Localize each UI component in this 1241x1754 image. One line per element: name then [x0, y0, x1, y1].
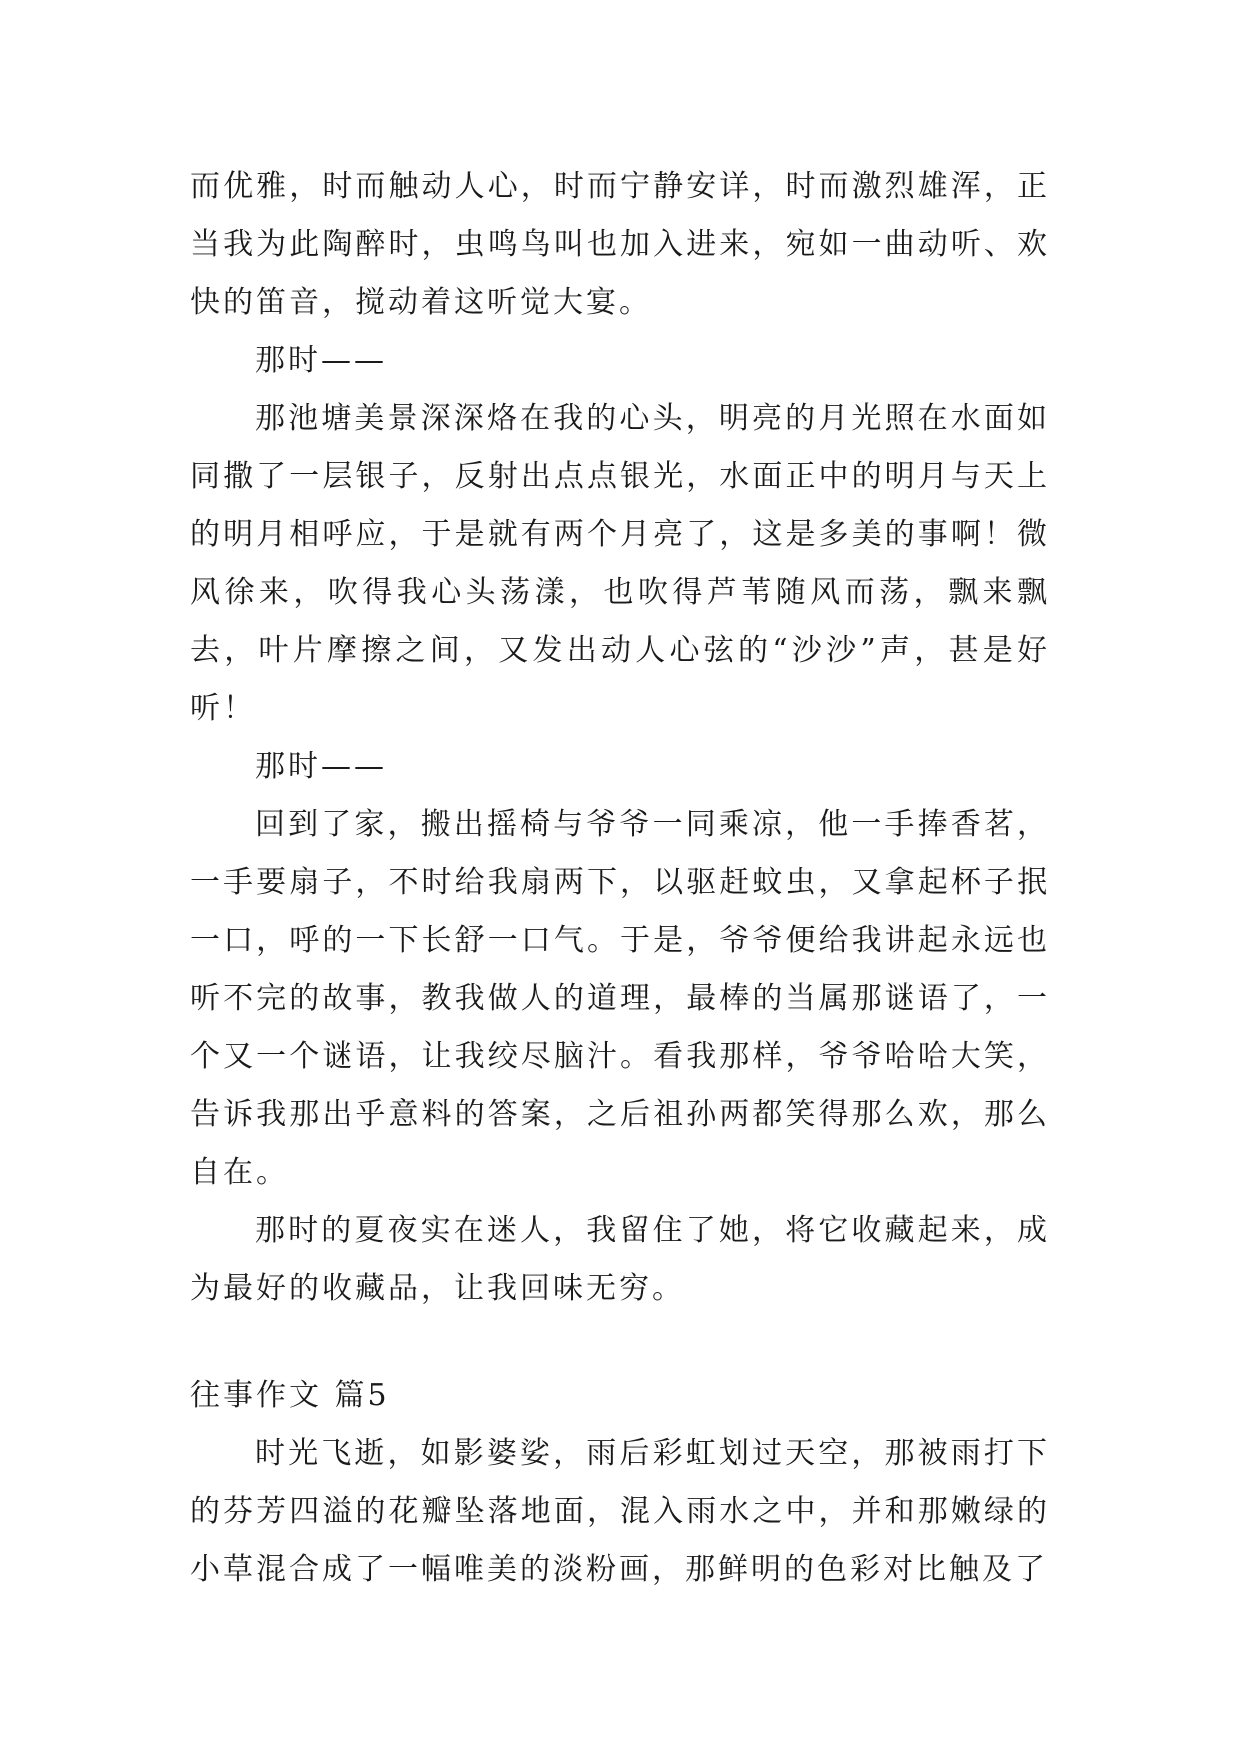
paragraph-continuation: 而优雅，时而触动人心，时而宁静安详，时而激烈雄浑，正当我为此陶醉时，虫鸣鸟叫也加入进来，宛如一曲动听、欢快的笛音，搅动着这听觉大宴。	[190, 169, 1050, 320]
paragraph-nashi-1: 那时——	[255, 343, 387, 378]
document-body	[190, 158, 1050, 1599]
paragraph-nashi-2: 那时——	[255, 749, 387, 784]
paragraph-grandpa: 回到了家，搬出摇椅与爷爷一同乘凉，他一手捧香茗，一手要扇子，不时给我扇两下，以驱赶蚊虫，又拿起杯子抿一口，呼的一下长舒一口气。于是，爷爷便给我讲起永远也听不完的故事，教我做人的道理，最棒的当属那谜语了，一个又一个谜语，让我绞尽脑汁。看我那样，爷爷哈哈大笑，告诉我那出乎意料的答案，之后祖孙两都笑得那么欢，那么自在。	[190, 807, 1050, 1190]
paragraph-pond: 那池塘美景深深烙在我的心头，明亮的月光照在水面如同撒了一层银子，反射出点点银光，水面正中的明月与天上的明月相呼应，于是就有两个月亮了，这是多美的事啊！微风徐来，吹得我心头荡漾，也吹得芦苇随风而荡，飘来飘去，叶片摩擦之间，又发出动人心弦的“沙沙”声，甚是好听！	[190, 401, 1050, 726]
paragraph-time-flies: 时光飞逝，如影婆娑，雨后彩虹划过天空，那被雨打下的芬芳四溢的花瓣坠落地面，混入雨水之中，并和那嫩绿的小草混合成了一幅唯美的淡粉画，那鲜明的色彩对比触及了	[190, 1436, 1050, 1587]
section-heading: 往事作文 篇5	[190, 1378, 390, 1413]
paragraph-summer-night: 那时的夏夜实在迷人，我留住了她，将它收藏起来，成为最好的收藏品，让我回味无穷。	[190, 1213, 1050, 1306]
